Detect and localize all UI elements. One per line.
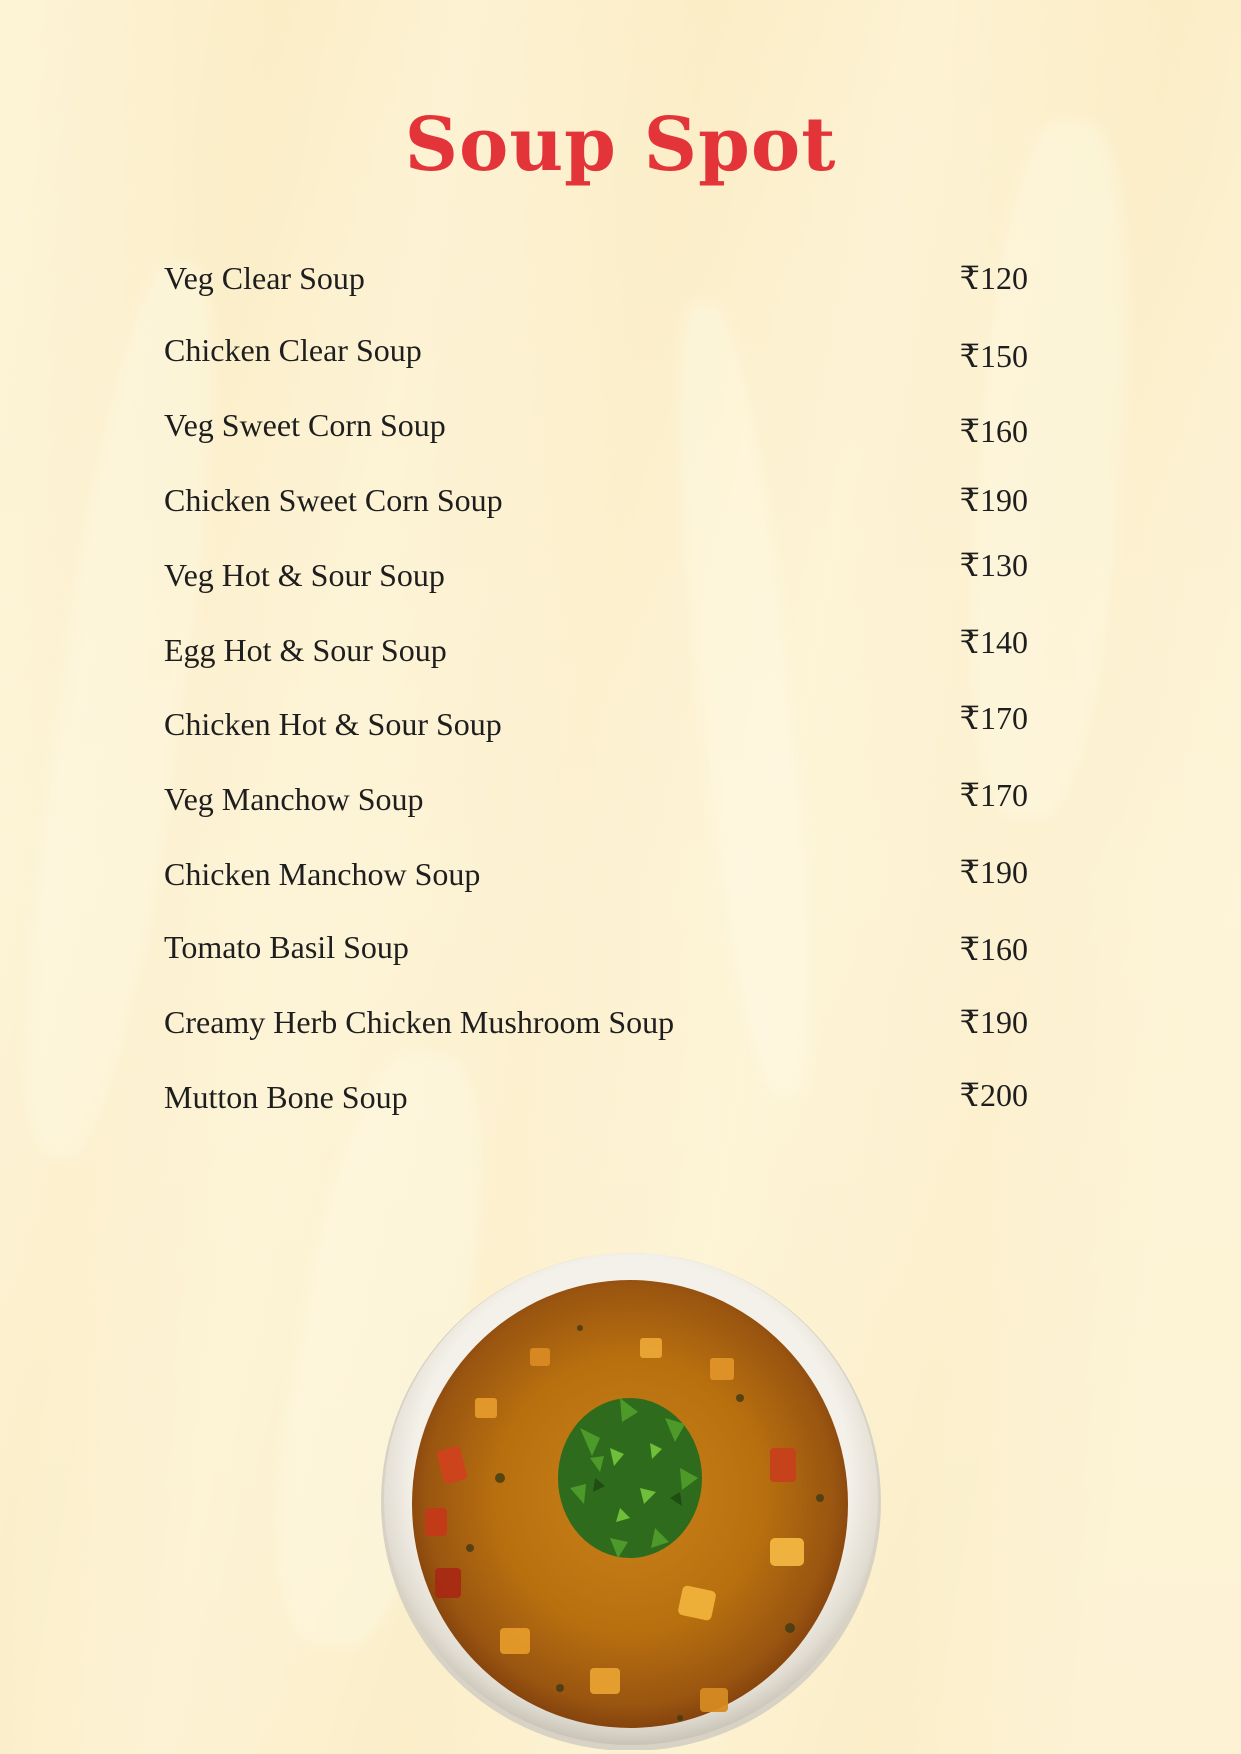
page-title: Soup Spot bbox=[404, 102, 837, 188]
menu-item bbox=[164, 330, 1028, 374]
menu-item-price: ₹150 bbox=[959, 338, 1028, 374]
menu-item-price: ₹170 bbox=[959, 700, 1028, 736]
menu-item-price: ₹160 bbox=[959, 931, 1028, 967]
menu-item-name: Chicken Hot & Sour Soup bbox=[164, 706, 502, 742]
soup-bowl-image bbox=[380, 1248, 882, 1750]
menu-item-price: ₹190 bbox=[959, 854, 1028, 890]
menu-item-price: ₹200 bbox=[959, 1077, 1028, 1113]
menu-item-name: Chicken Clear Soup bbox=[164, 332, 422, 368]
menu-item-name: Veg Clear Soup bbox=[164, 260, 365, 296]
menu-item-name: Chicken Manchow Soup bbox=[164, 856, 481, 892]
menu-item bbox=[164, 854, 1028, 894]
menu-item-price: ₹130 bbox=[959, 547, 1028, 583]
menu-item bbox=[164, 624, 1028, 670]
menu-item bbox=[164, 779, 1028, 819]
menu-item-name: Veg Hot & Sour Soup bbox=[164, 557, 445, 593]
menu-item-price: ₹160 bbox=[959, 413, 1028, 449]
menu-item-price: ₹120 bbox=[959, 260, 1028, 296]
menu-item-name: Chicken Sweet Corn Soup bbox=[164, 482, 503, 518]
menu-item bbox=[164, 480, 1028, 520]
menu-item-name: Veg Sweet Corn Soup bbox=[164, 407, 446, 443]
menu-item-price: ₹140 bbox=[959, 624, 1028, 660]
menu-item-price: ₹190 bbox=[959, 482, 1028, 518]
menu-item-name: Mutton Bone Soup bbox=[164, 1079, 408, 1115]
soup-bowl-icon bbox=[380, 1248, 882, 1750]
menu-item bbox=[164, 700, 1028, 744]
menu-item bbox=[164, 547, 1028, 595]
menu-item bbox=[164, 1077, 1028, 1117]
menu-item-price: ₹190 bbox=[959, 1004, 1028, 1040]
menu-item-name: Tomato Basil Soup bbox=[164, 929, 409, 965]
menu-item bbox=[164, 927, 1028, 967]
menu-item bbox=[164, 258, 1028, 298]
menu-item bbox=[164, 1002, 1028, 1042]
menu-item-name: Creamy Herb Chicken Mushroom Soup bbox=[164, 1004, 675, 1040]
menu-item bbox=[164, 405, 1028, 449]
menu-item-price: ₹170 bbox=[959, 777, 1028, 813]
menu-item-name: Veg Manchow Soup bbox=[164, 781, 424, 817]
menu-item-name: Egg Hot & Sour Soup bbox=[164, 632, 447, 668]
